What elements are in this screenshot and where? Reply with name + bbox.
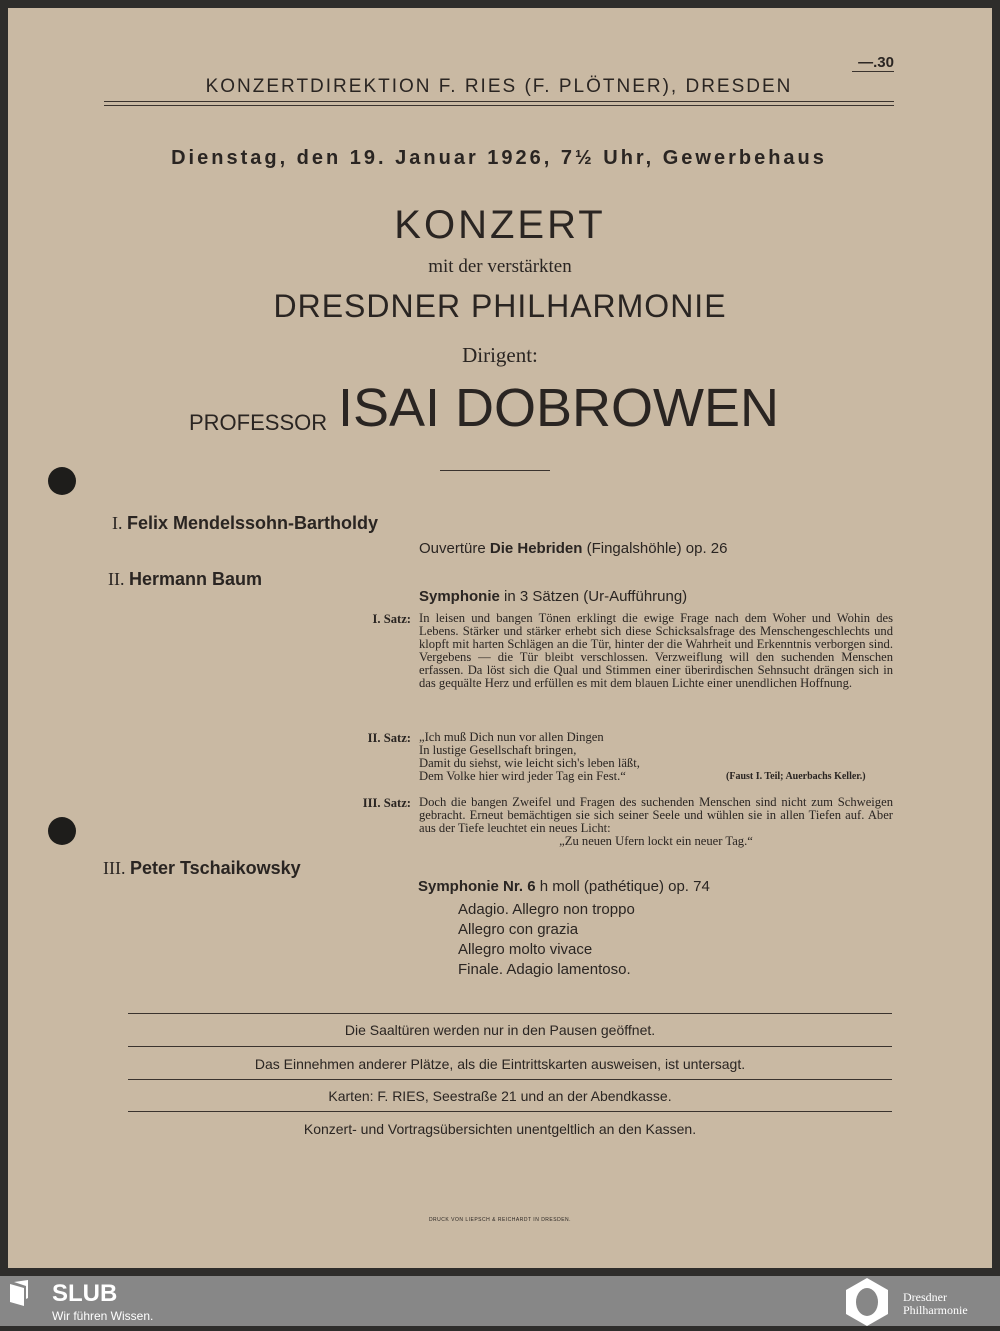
movement-label: I. Satz: (372, 612, 411, 626)
movement-description: In leisen und bangen Tönen erklingt die ewige Frage nach dem Woher und Wohin des Lebens. Stärker und stärker erhebt sich diese Schicksalsfrage des Menschengeschlechts und klopft mit harten Schlägen an die Tür, hinter der die Wahrheit und Erkenntnis verborgen sind. Vergebens — die Tür bleibt verschlossen. Verzweiflung will den suchenden Menschen erfassen. Da löst sich die Qual und Stimmen einer überirdischen Sehnsucht drängen sich in das gequälte Herz und erfüllen es mit dem blauen Lichte einer unendlichen Hoffnung. (419, 611, 893, 690)
program-item-3: III. Peter Tschaikowsky (103, 858, 301, 878)
work-title: Symphonie Nr. 6 h moll (pathétique) op. 74 (418, 878, 710, 895)
ornament-divider (440, 470, 550, 471)
notice: Konzert- und Vortragsübersichten unentgeltlich an den Kassen. (303, 1121, 697, 1137)
conductor-name: ISAI DOBROWEN (338, 378, 780, 438)
slub-logo[interactable]: SLUB (52, 1280, 118, 1307)
printer-imprint: DRUCK VON LIEPSCH & REICHARDT IN DRESDEN. (428, 1217, 572, 1223)
philharmonie-logo-icon (842, 1278, 892, 1326)
concert-title: KONZERT (394, 203, 606, 247)
divider (128, 1111, 892, 1112)
quote-source: (Faust I. Teil; Auerbachs Keller.) (726, 771, 866, 782)
work-title: Ouvertüre Die Hebriden (Fingalshöhle) op. 26 (419, 540, 728, 557)
punch-hole (48, 817, 76, 845)
conductor-prefix: PROFESSOR (189, 410, 328, 435)
work-title: Symphonie in 3 Sätzen (Ur-Aufführung) (419, 588, 688, 605)
footer-bar (0, 1276, 1000, 1326)
divider (128, 1046, 892, 1047)
movement: Allegro con grazia (458, 921, 579, 938)
concert-agency: KONZERTDIREKTION F. RIES (F. PLÖTNER), DRESDEN (205, 76, 793, 97)
movement: Adagio. Allegro non troppo (458, 901, 635, 918)
movement-label: II. Satz: (367, 731, 411, 745)
program-item-1: I. Felix Mendelssohn-Bartholdy (112, 513, 378, 533)
slub-tagline: Wir führen Wissen. (52, 1309, 154, 1323)
price: —.30 (852, 54, 894, 72)
conductor-label: Dirigent: (462, 343, 538, 367)
notice: Das Einnehmen anderer Plätze, als die Eintrittskarten ausweisen, ist untersagt. (254, 1056, 746, 1072)
orchestra-name: DRESDNER PHILHARMONIE (273, 288, 727, 324)
divider (128, 1013, 892, 1014)
header-divider (104, 101, 894, 106)
philharmonie-logo-text[interactable]: Dresdner Philharmonie (903, 1290, 968, 1317)
composer: Hermann Baum (128, 569, 262, 589)
movement-description: Doch die bangen Zweifel und Fragen des suchenden Menschen sind nicht zum Schweigen gebracht. Erneut bemächtigen sie sich seiner Seele und wühlen sie in allen Tiefen auf. Aber aus der Tiefe leuchtet ein neues Licht: „Zu neuen Ufern lockt ein neuer Tag.“ (419, 795, 893, 848)
composer: Peter Tschaikowsky (129, 858, 301, 878)
book-icon (8, 1280, 36, 1306)
movement: Allegro molto vivace (458, 941, 593, 958)
divider (128, 1079, 892, 1080)
subtitle: mit der verstärkten (428, 256, 572, 277)
notice: Die Saaltüren werden nur in den Pausen geöffnet. (344, 1022, 656, 1038)
movement-label: III. Satz: (362, 796, 411, 810)
program-item-2: II. Hermann Baum (108, 569, 262, 589)
poem-quote: „Ich muß Dich nun vor allen Dingen In lustige Gesellschaft bringen, Damit du siehst, wie leicht sich's leben läßt, Dem Volke hier wird jeder Tag ein Fest.“ (419, 730, 640, 783)
date-line: Dienstag, den 19. Januar 1926, 7½ Uhr, Gewerbehaus (171, 147, 827, 169)
composer: Felix Mendelssohn-Bartholdy (126, 513, 378, 533)
movement: Finale. Adagio lamentoso. (458, 961, 631, 978)
notice: Karten: F. RIES, Seestraße 21 und an der Abendkasse. (328, 1088, 672, 1104)
punch-hole (48, 467, 76, 495)
